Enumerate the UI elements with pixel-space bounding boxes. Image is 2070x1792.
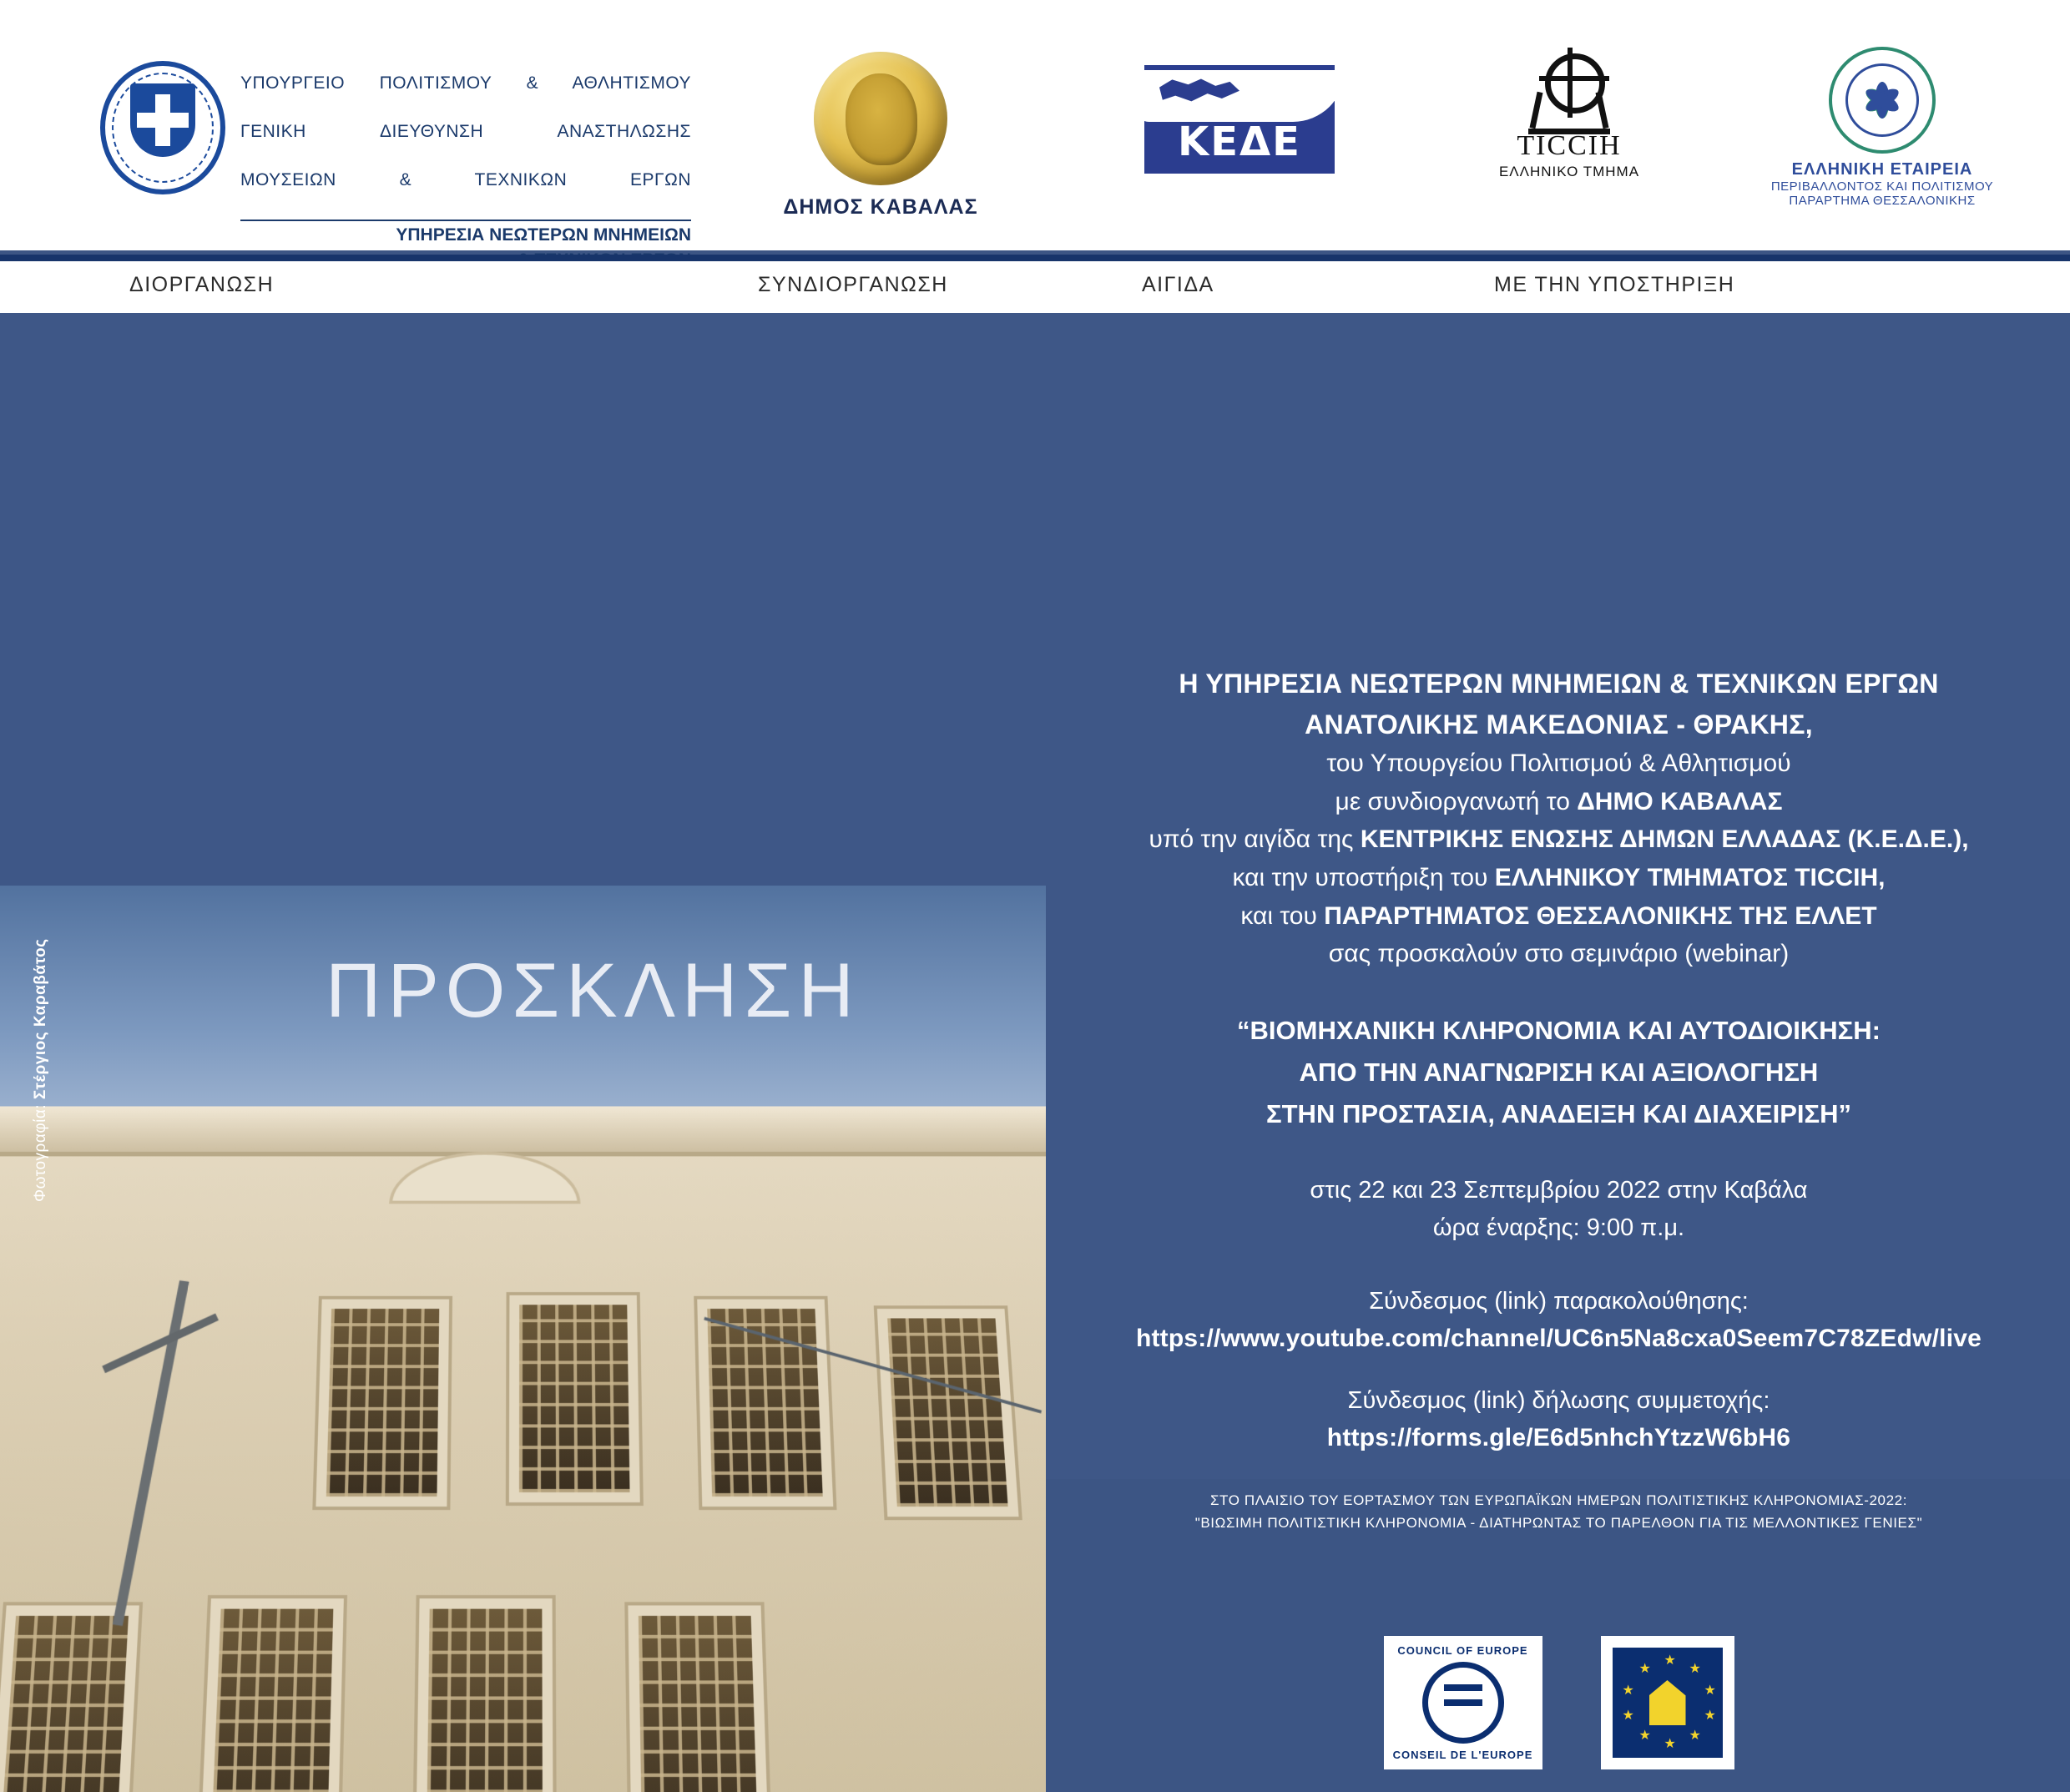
watch-link-label: Σύνδεσμος (link) παρακολούθησης: [1369,1287,1749,1315]
seminar-time: ώρα έναρξης: 9:00 π.μ. [1432,1214,1685,1241]
role-co-organization: ΣΥΝΔΙΟΡΓΑΝΩΣΗ [758,273,948,296]
page-title: ΠΡΟΣΚΛΗΣΗ [326,948,861,1033]
watch-link-url[interactable]: https://www.youtube.com/channel/UC6n5Na8cxa0Seem7C78ZEdw/live [1135,1324,1982,1352]
ellet-line-2: ΠΕΡΙΒΑΛΛΟΝΤΟΣ ΚΑΙ ΠΟΛΙΤΙΣΜΟΥ [1770,179,1994,194]
header-divider-rule [0,255,2070,261]
industrial-gear-icon [1507,50,1632,130]
role-support: ΜΕ ΤΗΝ ΥΠΟΣΤΗΡΙΞΗ [1494,273,1735,296]
intro-line-5 [1048,820,2070,859]
intro-line-1: Η ΥΠΗΡΕΣΙΑ ΝΕΩΤΕΡΩΝ ΜΝΗΜΕΙΩΝ & ΤΕΧΝΙΚΩΝ ΕΡΓΩΝ [1179,669,1939,699]
ancient-coin-icon [814,52,947,185]
intro-line-7-pre: και του [1240,901,1325,930]
ministry-line-1: ΥΠΟΥΡΓΕΙΟ ΠΟΛΙΤΙΣΜΟΥ & ΑΘΛΗΤΙΣΜΟΥ [240,73,691,93]
footnote-line-2: "ΒΙΩΣΙΜΗ ΠΟΛΙΤΙΣΤΙΚΗ ΚΛΗΡΟΝΟΜΙΑ - ΔΙΑΤΗΡΩΝΤΑΣ ΤΟ ΠΑΡΕΛΘΟΝ ΓΙΑ ΤΙΣ ΜΕΛΛΟΝΤΙΚΕΣ ΓΕΝΙΕΣ" [1194,1515,1923,1532]
ticcih-logo-block [1452,50,1686,180]
logo-row [0,0,2070,250]
council-of-europe-logo [1384,1636,1542,1769]
ellet-emblem-icon [1829,47,1936,154]
ministry-line-2: ΓΕΝΙΚΗ ΔΙΕΥΘΥΝΣΗ ΑΝΑΣΤΗΛΩΣΗΣ [240,121,691,141]
intro-line-5-pre: υπό την αιγίδα της [1149,825,1361,854]
coe-top-label: COUNCIL OF EUROPE [1397,1644,1528,1657]
photo-credit [32,935,50,1202]
intro-line-4-bold: ΔΗΜΟ ΚΑΒΑΛΑΣ [1577,787,1783,815]
european-heritage-days-logo [1601,1636,1734,1769]
poster-body [0,313,2070,1761]
ellet-line-1: ΕΛΛΗΝΙΚΗ ΕΤΑΙΡΕΙΑ [1791,160,1973,179]
spacer-2 [1048,1135,2070,1172]
intro-line-5-bold: ΚΕΝΤΡΙΚΗΣ ΕΝΩΣΗΣ ΔΗΜΩΝ ΕΛΛΑΔΑΣ (Κ.Ε.Δ.Ε.), [1360,825,1969,854]
ellet-line-3: ΠΑΡΑΡΤΗΜΑ ΘΕΣΣΑΛΟΝΙΚΗΣ [1789,194,1976,208]
spacer-1 [1048,973,2070,1010]
seminar-title-line-1: “ΒΙΟΜΗΧΑΝΙΚΗ ΚΛΗΡΟΝΟΜΙΑ ΚΑΙ ΑΥΤΟΔΙΟΙΚΗΣΗ: [1237,1015,1881,1045]
municipality-kavala-label: ΔΗΜΟΣ ΚΑΒΑΛΑΣ [783,195,978,219]
footnote-line-1: ΣΤΟ ΠΛΑΙΣΙΟ ΤΟΥ ΕΟΡΤΑΣΜΟΥ ΤΩΝ ΕΥΡΩΠΑΪΚΩΝ ΗΜΕΡΩΝ ΠΟΛΙΤΙΣΤΙΚΗΣ ΚΛΗΡΟΝΟΜΙΑΣ-2022: [1209,1492,1908,1508]
coe-bottom-label: CONSEIL DE L'EUROPE [1392,1749,1533,1761]
register-link-url[interactable]: https://forms.gle/E6d5nhchYtzzW6bH6 [1326,1424,1791,1452]
spacer-3 [1048,1246,2070,1283]
role-organization: ΔΙΟΡΓΑΝΩΣΗ [129,273,275,296]
kede-label: ΚΕΔΕ [1178,119,1301,165]
intro-line-4 [1048,783,2070,821]
ministry-line-3: ΜΟΥΣΕΙΩΝ & ΤΕΧΝΙΚΩΝ ΕΡΓΩΝ [240,169,691,189]
seminar-dates: στις 22 και 23 Σεπτεμβρίου 2022 στην Καβάλα [1310,1177,1808,1204]
intro-line-7-bold: ΠΑΡΑΡΤΗΜΑΤΟΣ ΘΕΣΣΑΛΟΝΙΚΗΣ ΤΗΣ ΕΛΛΕΤ [1324,901,1877,930]
seminar-title-line-3: ΣΤΗΝ ΠΡΟΣΤΑΣΙΑ, ΑΝΑΔΕΙΞΗ ΚΑΙ ΔΙΑΧΕΙΡΙΣΗ” [1266,1099,1851,1129]
intro-line-7 [1048,897,2070,936]
intro-line-4-pre: με συνδιοργανωτή το [1335,787,1578,815]
intro-line-6-pre: και την υποστήριξη του [1232,864,1495,892]
ministry-divider [240,220,691,221]
ticcih-subtitle: ΕΛΛΗΝΙΚΟ ΤΜΗΜΑ [1498,164,1640,179]
header-logo-band [0,0,2070,250]
photo-credit-name: Στέργιος Καραβάτος [32,938,49,1100]
eu-stars-icon: ★ ★ ★ ★ ★ ★ ★ ★ ★ ★ [1613,1648,1723,1758]
ticcih-name: TICCIH [1517,130,1622,161]
ministry-line-4: ΥΠΗΡΕΣΙΑ ΝΕΩΤΕΡΩΝ ΜΝΗΜΕΙΩΝ [396,225,691,245]
kede-logo-block [1135,65,1344,174]
photo-credit-prefix: Φωτογραφία: [32,1099,49,1202]
seminar-title-line-2: ΑΠΟ ΤΗΝ ΑΝΑΓΝΩΡΙΣΗ ΚΑΙ ΑΞΙΟΛΟΓΗΣΗ [1299,1058,1819,1088]
register-link-label: Σύνδεσμος (link) δήλωσης συμμετοχής: [1347,1387,1770,1415]
ellet-logo-block [1761,47,2003,208]
kede-logo-icon [1144,65,1335,174]
intro-line-6-bold: ΕΛΛΗΝΙΚΟΥ ΤΜΗΜΑΤΟΣ TICCIH, [1494,864,1886,892]
invitation-text-column [1048,664,2070,1534]
roles-band [0,261,2070,313]
municipality-kavala-logo-block [776,52,985,220]
role-auspices: ΑΙΓΙΔΑ [1142,273,1214,296]
heritage-house-icon [1649,1680,1686,1725]
intro-line-8: σας προσκαλούν στο σεμινάριο (webinar) [1328,940,1790,968]
intro-line-2: ΑΝΑΤΟΛΙΚΗΣ ΜΑΚΕΔΟΝΙΑΣ - ΘΡΑΚΗΣ, [1305,709,1813,740]
intro-line-6 [1048,859,2070,897]
spacer-4 [1048,1357,2070,1382]
intro-line-3: του Υπουργείου Πολιτισμού & Αθλητισμού [1326,750,1791,778]
greek-government-emblem-icon [100,57,225,199]
coe-emblem-icon [1422,1662,1504,1744]
footer-logos [1048,1619,2070,1786]
spacer-5 [1048,1457,2070,1482]
